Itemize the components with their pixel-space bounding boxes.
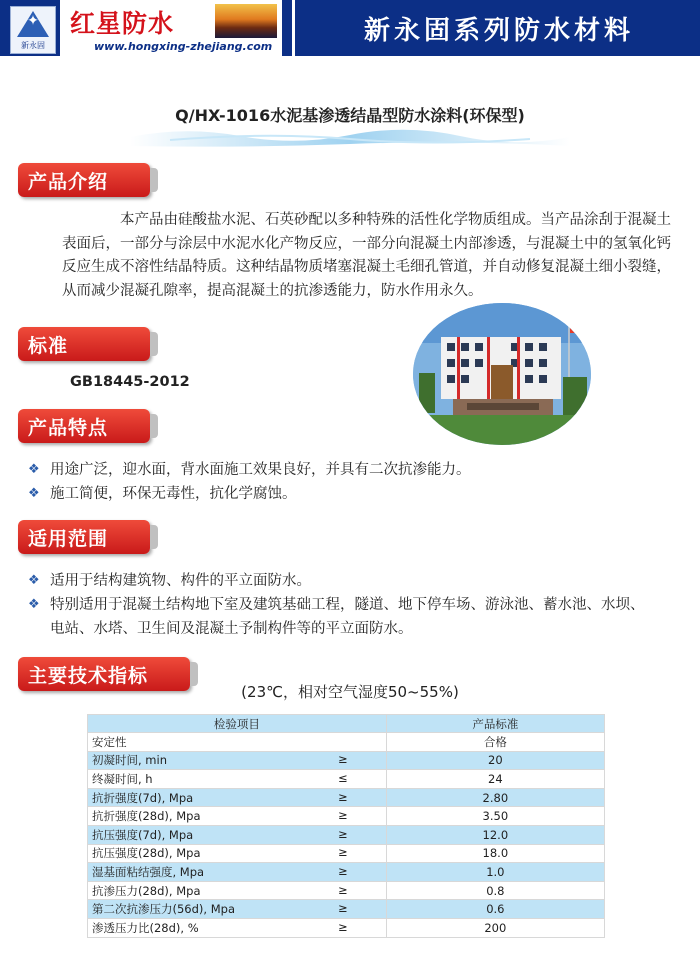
spec-item-cell — [88, 900, 387, 919]
section-heading-intro — [18, 163, 150, 197]
spec-item-cell — [88, 733, 387, 752]
spec-item-cell — [88, 844, 387, 863]
spec-comparison-symbol: ≥ — [338, 882, 348, 897]
logo-caption: 新永固 — [21, 41, 45, 50]
section-heading-features — [18, 409, 150, 443]
list-item-text: 适用于结构建筑物、构件的平立面防水。 — [50, 573, 311, 589]
document-title: Q/HX-1016水泥基渗透结晶型防水涂料(环保型) — [175, 106, 525, 125]
list-item — [28, 482, 471, 506]
spec-comparison-symbol: ≥ — [338, 826, 348, 841]
list-item-text: 施工简便，环保无毒性，抗化学腐蚀。 — [50, 486, 297, 502]
spec-table — [87, 714, 605, 938]
logo-star-icon: ✦ — [27, 13, 39, 29]
spec-comparison-symbol: ≥ — [338, 789, 348, 804]
brand-name: 红星防水 — [70, 9, 175, 38]
standard-code: GB18445-2012 — [70, 374, 190, 390]
spec-comparison-symbol: ≥ — [338, 808, 348, 823]
spec-item-label: 抗压强度(7d), Mpa — [92, 827, 194, 842]
list-item — [28, 458, 471, 482]
page-header — [0, 0, 700, 56]
spec-value-cell: 18.0 — [386, 844, 604, 863]
spec-comparison-symbol: ≥ — [338, 901, 348, 916]
diamond-bullet-icon: ❖ — [28, 573, 40, 588]
table-row — [88, 733, 605, 752]
spec-comparison-symbol: ≥ — [338, 845, 348, 860]
section-heading-label: 主要技术指标 — [28, 665, 149, 687]
spec-table-body — [88, 733, 605, 938]
spec-comparison-symbol: ≥ — [338, 919, 348, 934]
water-wave-decoration — [130, 124, 570, 150]
series-banner — [292, 0, 700, 56]
list-item-text: 特别适用于混凝土结构地下室及建筑基础工程，隧道、地下停车场、游泳池、蓄水池、水坝、电站、水塔、卫生间及混凝土予制构件等的平立面防水。 — [50, 597, 645, 637]
spec-value-cell: 2.80 — [386, 788, 604, 807]
spec-comparison-symbol: ≥ — [338, 863, 348, 878]
spec-value-cell: 20 — [386, 751, 604, 770]
spec-item-cell — [88, 770, 387, 789]
section-heading-scope — [18, 520, 150, 554]
table-row — [88, 844, 605, 863]
spec-value-cell: 200 — [386, 918, 604, 937]
series-title: 新永固系列防水材料 — [363, 16, 634, 46]
table-row — [88, 807, 605, 826]
diamond-bullet-icon: ❖ — [28, 462, 40, 477]
column-header-item: 检验项目 — [88, 715, 387, 733]
table-row — [88, 770, 605, 789]
brand-panel — [60, 0, 282, 56]
spec-item-label: 抗渗压力(28d), Mpa — [92, 883, 201, 898]
spec-comparison-symbol: ≤ — [338, 770, 348, 785]
spec-item-cell — [88, 863, 387, 882]
table-row — [88, 825, 605, 844]
table-header-row — [88, 715, 605, 733]
spec-value-cell: 24 — [386, 770, 604, 789]
spec-value-cell: 1.0 — [386, 863, 604, 882]
section-heading-label: 产品介绍 — [28, 171, 109, 193]
spec-value-cell: 0.8 — [386, 881, 604, 900]
table-row — [88, 751, 605, 770]
spec-item-label: 渗透压力比(28d), % — [92, 920, 199, 935]
spec-item-label: 终凝时间, h — [92, 771, 153, 786]
spec-item-cell — [88, 825, 387, 844]
diamond-bullet-icon: ❖ — [28, 486, 40, 501]
spec-item-label: 安定性 — [92, 734, 127, 749]
section-heading-label: 适用范围 — [28, 528, 109, 550]
spec-item-label: 抗折强度(7d), Mpa — [92, 790, 194, 805]
spec-item-label: 湿基面粘结强度, Mpa — [92, 864, 205, 879]
sunset-bridge-image — [215, 4, 277, 38]
spec-item-label: 初凝时间, min — [92, 753, 167, 768]
section-heading-standard — [18, 327, 150, 361]
spec-value-cell: 3.50 — [386, 807, 604, 826]
intro-paragraph: 本产品由硅酸盐水泥、石英砂配以多种特殊的活性化学物质组成。当产品涂刮于混凝土表面后，一部分与涂层中水泥水化产物反应，一部分向混凝土内部渗透，与混凝土中的氢氧化钙反应生成不溶性结晶特质。这种结晶物质堵塞混凝土毛细孔管道，并自动修复混凝土细小裂缝，从而减少混凝孔隙率，提高混凝土的抗渗透能力，防水作用永久。 — [62, 212, 671, 299]
test-condition: (23℃，相对空气湿度50~55%) — [241, 683, 459, 701]
spec-value-cell: 12.0 — [386, 825, 604, 844]
list-item — [28, 569, 658, 593]
spec-item-label: 第二次抗渗压力(56d), Mpa — [92, 902, 235, 917]
section-heading-label: 产品特点 — [28, 417, 109, 439]
spec-comparison-symbol: ≥ — [338, 752, 348, 767]
section-heading-label: 标准 — [28, 335, 69, 357]
spec-item-label: 抗折强度(28d), Mpa — [92, 809, 201, 824]
scope-list — [28, 569, 658, 641]
spec-value-cell: 合格 — [386, 733, 604, 752]
spec-item-cell — [88, 788, 387, 807]
spec-item-cell — [88, 881, 387, 900]
spec-item-cell — [88, 918, 387, 937]
list-item — [28, 593, 658, 641]
list-item-text: 用途广泛，迎水面，背水面施工效果良好，并具有二次抗渗能力。 — [50, 462, 471, 478]
table-row — [88, 900, 605, 919]
table-row — [88, 881, 605, 900]
spec-item-cell — [88, 751, 387, 770]
table-row — [88, 788, 605, 807]
features-list — [28, 458, 471, 506]
spec-value-cell: 0.6 — [386, 900, 604, 919]
table-row — [88, 918, 605, 937]
diamond-bullet-icon: ❖ — [28, 597, 40, 612]
spec-item-label: 抗压强度(28d), Mpa — [92, 846, 201, 861]
column-header-standard: 产品标准 — [386, 715, 604, 733]
factory-building-photo — [413, 303, 591, 445]
brand-url[interactable]: www.hongxing-zhejiang.com — [94, 40, 273, 53]
spec-item-cell — [88, 807, 387, 826]
company-logo — [10, 6, 56, 54]
table-row — [88, 863, 605, 882]
